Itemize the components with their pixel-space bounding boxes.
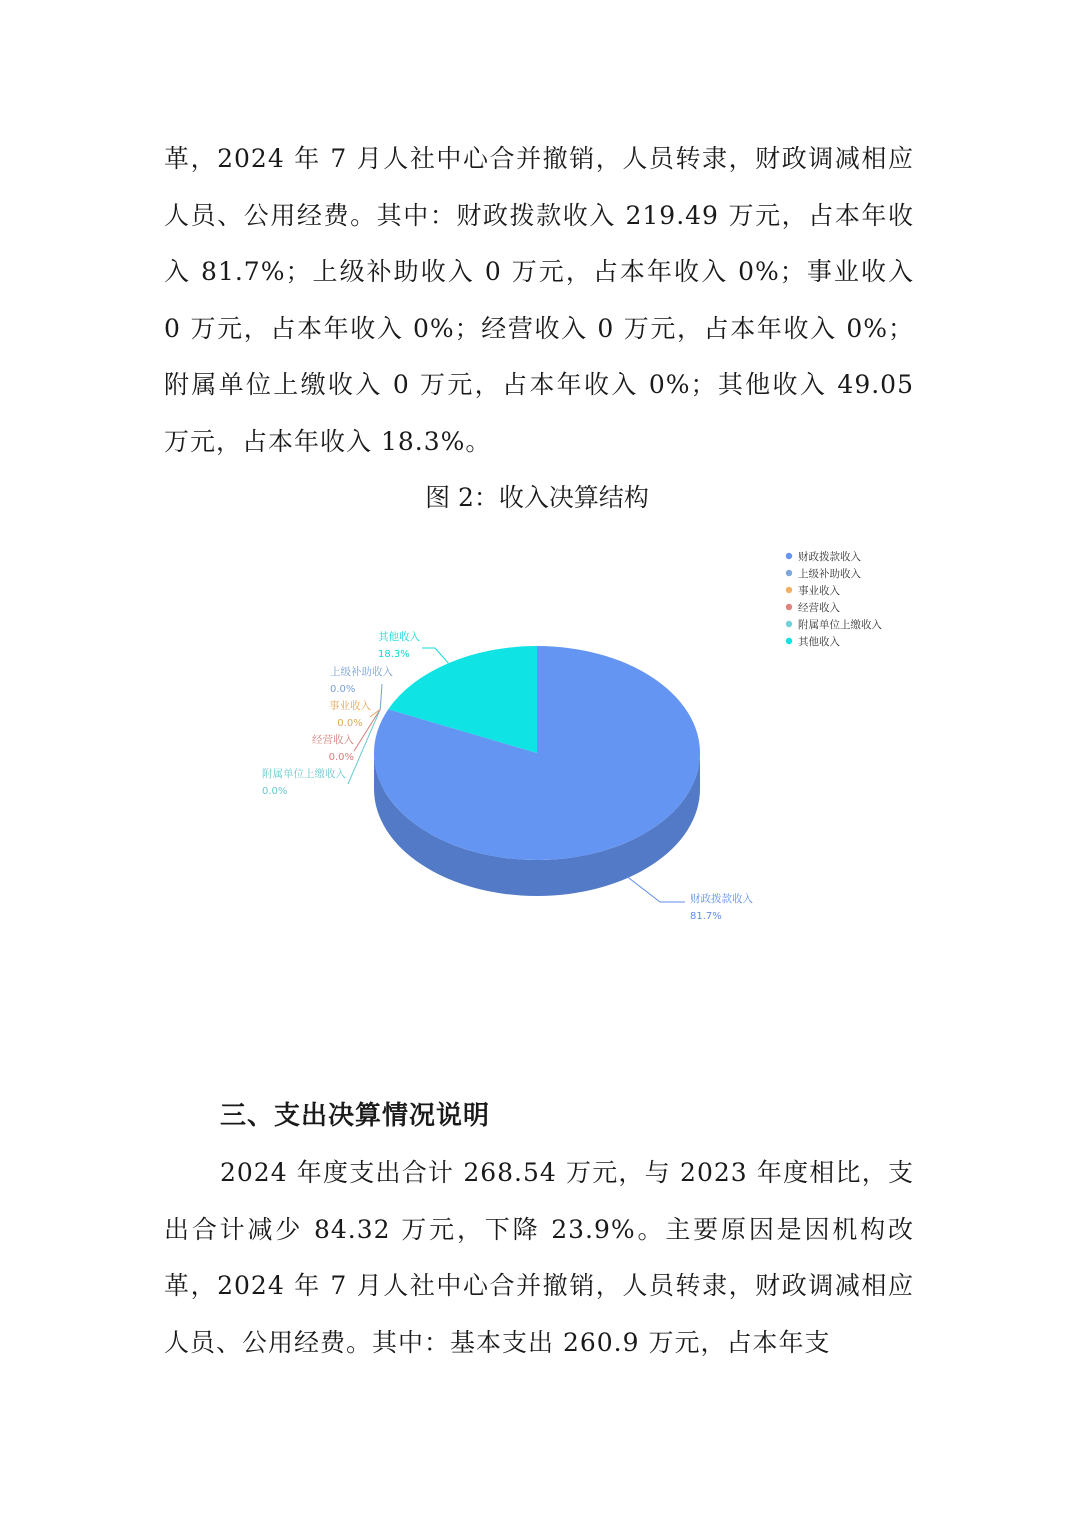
- slice-e585b6e4bb96e694b6e585a5-legend-label: 其他收入: [798, 636, 840, 648]
- slice-e4ba8be4b89ae694b6e585a5-legend-label: 事业收入: [798, 585, 840, 597]
- slice-e4b88ae7baa7e8a1a5e58aa9-legend-swatch: [786, 570, 792, 576]
- slice-e585b6e4bb96e694b6e585a5-legend-swatch: [786, 638, 792, 644]
- slice-e8b4a2e694bfe68ba8e6acbe-callout-percent: 81.7%: [690, 911, 722, 922]
- slice-e7bb8fe890a5e694b6e585a5-legend-label: 经营收入: [798, 602, 840, 614]
- slice-e4b88ae7baa7e8a1a5e58aa9-callout-name: 上级补助收入: [330, 666, 393, 678]
- slice-e8b4a2e694bfe68ba8e6acbe-legend-swatch: [786, 553, 792, 559]
- income-structure-pie-chart: [240, 540, 920, 950]
- slice-e99984e5b19ee58d95e4bd8d-callout-name: 附属单位上缴收入: [262, 768, 346, 780]
- expenditure-paragraph: 2024 年度支出合计 268.54 万元，与 2023 年度相比，支出合计减少 84.32 万元，下降 23.9%。主要原因是因机构改革，2024 年 7 月人社中心合并撤销，人员转隶，财政调减相应人员、公用经费。其中：基本支出 260.9 万元，占本年支: [164, 1158, 914, 1357]
- slice-e585b6e4bb96e694b6e585a5-callout-percent: 18.3%: [378, 649, 410, 660]
- slice-e4b88ae7baa7e8a1a5e58aa9-legend-label: 上级补助收入: [798, 568, 861, 580]
- chart-legend: [786, 550, 883, 648]
- slice-e99984e5b19ee58d95e4bd8d-callout-percent: 0.0%: [262, 786, 288, 797]
- slice-e99984e5b19ee58d95e4bd8d-legend-label: 附属单位上缴收入: [798, 619, 882, 631]
- slice-e7bb8fe890a5e694b6e585a5-legend-swatch: [786, 604, 792, 610]
- slice-e8b4a2e694bfe68ba8e6acbe-callout-name: 财政拨款收入: [690, 893, 753, 905]
- income-paragraph: 革，2024 年 7 月人社中心合并撤销，人员转隶，财政调减相应人员、公用经费。其中：财政拨款收入 219.49 万元，占本年收入 81.7%；上级补助收入 0 万元，占本年收入 0%；事业收入 0 万元，占本年收入 0%；经营收入 0 万元，占本年收入 0%；附属单位上缴收入 0 万元，占本年收入 0%；其他收入 49.05 万元，占本年收入 18.3%。: [164, 144, 914, 456]
- slice-e8b4a2e694bfe68ba8e6acbe-leader-line: [627, 876, 685, 902]
- slice-e8b4a2e694bfe68ba8e6acbe-legend-label: 财政拨款收入: [798, 551, 861, 563]
- slice-e7bb8fe890a5e694b6e585a5-callout-name: 经营收入: [312, 734, 354, 746]
- section-heading: 三、支出决算情况说明: [220, 1101, 491, 1131]
- slice-e4ba8be4b89ae694b6e585a5-legend-swatch: [786, 587, 792, 593]
- slice-e585b6e4bb96e694b6e585a5-callout-name: 其他收入: [378, 631, 420, 643]
- slice-e4ba8be4b89ae694b6e585a5-callout-name: 事业收入: [329, 700, 371, 712]
- figure-caption: 图 2：收入决算结构: [425, 483, 649, 512]
- slice-e4b88ae7baa7e8a1a5e58aa9-callout-percent: 0.0%: [330, 684, 356, 695]
- pie-slices: [374, 646, 700, 896]
- slice-e4ba8be4b89ae694b6e585a5-callout-percent: 0.0%: [337, 718, 363, 729]
- slice-e585b6e4bb96e694b6e585a5-leader-line: [422, 648, 448, 663]
- slice-e7bb8fe890a5e694b6e585a5-callout-percent: 0.0%: [328, 752, 354, 763]
- slice-e99984e5b19ee58d95e4bd8d-legend-swatch: [786, 621, 792, 627]
- slice-e4b88ae7baa7e8a1a5e58aa9-leader-line: [380, 684, 382, 709]
